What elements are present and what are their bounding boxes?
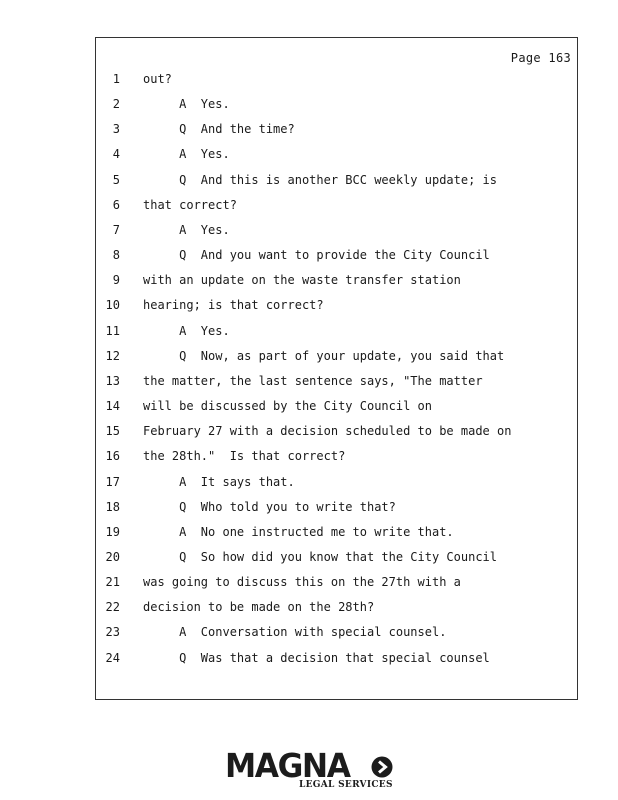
transcript-line [96,525,577,550]
line-text: Q Now, as part of your update, you said that [143,348,505,363]
transcript-line [96,97,577,122]
transcript-line [96,298,577,323]
line-text: decision to be made on the 28th? [143,600,375,615]
line-number: 18 [105,499,120,514]
line-number: 19 [105,524,120,539]
transcript-line [96,374,577,399]
line-text: A No one instructed me to write that. [143,524,454,539]
line-number: 4 [112,147,120,162]
line-number: 24 [105,650,120,665]
line-text: A Yes. [143,147,230,162]
line-number: 2 [112,97,120,112]
line-text: A Yes. [143,222,230,237]
transcript-line [96,122,577,147]
transcript-line [96,72,577,97]
transcript-line [96,424,577,449]
line-number: 13 [105,373,120,388]
logo-subtitle: LEGAL SERVICES [299,780,393,790]
line-number: 14 [105,399,120,414]
transcript-line [96,651,577,676]
line-text: was going to discuss this on the 27th with a [143,575,461,590]
page-number: Page 163 [510,51,571,65]
line-text: the matter, the last sentence says, "The matter [143,373,483,388]
line-text: out? [143,72,172,86]
transcript-line [96,575,577,600]
line-number: 9 [112,273,120,288]
line-text: February 27 with a decision scheduled to be made on [143,424,512,439]
chevron-right-circle-icon [371,756,393,778]
transcript-line [96,550,577,575]
transcript-line [96,248,577,273]
line-text: will be discussed by the City Council on [143,399,432,414]
transcript-line [96,449,577,474]
line-text: with an update on the waste transfer station [143,273,461,288]
transcript-line [96,223,577,248]
line-text: Q And the time? [143,122,295,137]
line-text: that correct? [143,197,237,212]
line-text: Q And this is another BCC weekly update; is [143,172,498,187]
line-number: 10 [105,298,120,313]
transcript-line [96,147,577,172]
transcript-line [96,475,577,500]
line-number: 21 [105,575,120,590]
line-text: Q Who told you to write that? [143,499,396,514]
line-text: A Conversation with special counsel. [143,625,447,640]
transcript-line [96,273,577,298]
transcript-line [96,349,577,374]
line-number: 5 [112,172,120,187]
line-text: Q So how did you know that the City Council [143,549,498,564]
line-number: 1 [112,72,120,86]
line-number: 11 [105,323,120,338]
line-number: 6 [112,197,120,212]
line-text: Q And you want to provide the City Council [143,248,490,263]
line-number: 23 [105,625,120,640]
line-number: 20 [105,549,120,564]
transcript-line [96,625,577,650]
line-text: A Yes. [143,97,230,112]
line-text: A Yes. [143,323,230,338]
line-text: hearing; is that correct? [143,298,324,313]
transcript-line [96,399,577,424]
line-text: Q Was that a decision that special counsel [143,650,490,665]
transcript-line [96,600,577,625]
magna-logo [225,748,395,792]
line-text: the 28th." Is that correct? [143,449,346,464]
transcript-line [96,173,577,198]
transcript-line [96,500,577,525]
line-text: A It says that. [143,474,295,489]
transcript-line [96,198,577,223]
line-number: 15 [105,424,120,439]
line-number: 16 [105,449,120,464]
line-number: 22 [105,600,120,615]
transcript-page [95,37,578,700]
line-number: 7 [112,222,120,237]
line-number: 3 [112,122,120,137]
transcript-lines [96,72,577,676]
line-number: 17 [105,474,120,489]
logo-wordmark: MAGNA [225,746,350,785]
line-number: 8 [112,248,120,263]
transcript-line [96,324,577,349]
line-number: 12 [105,348,120,363]
